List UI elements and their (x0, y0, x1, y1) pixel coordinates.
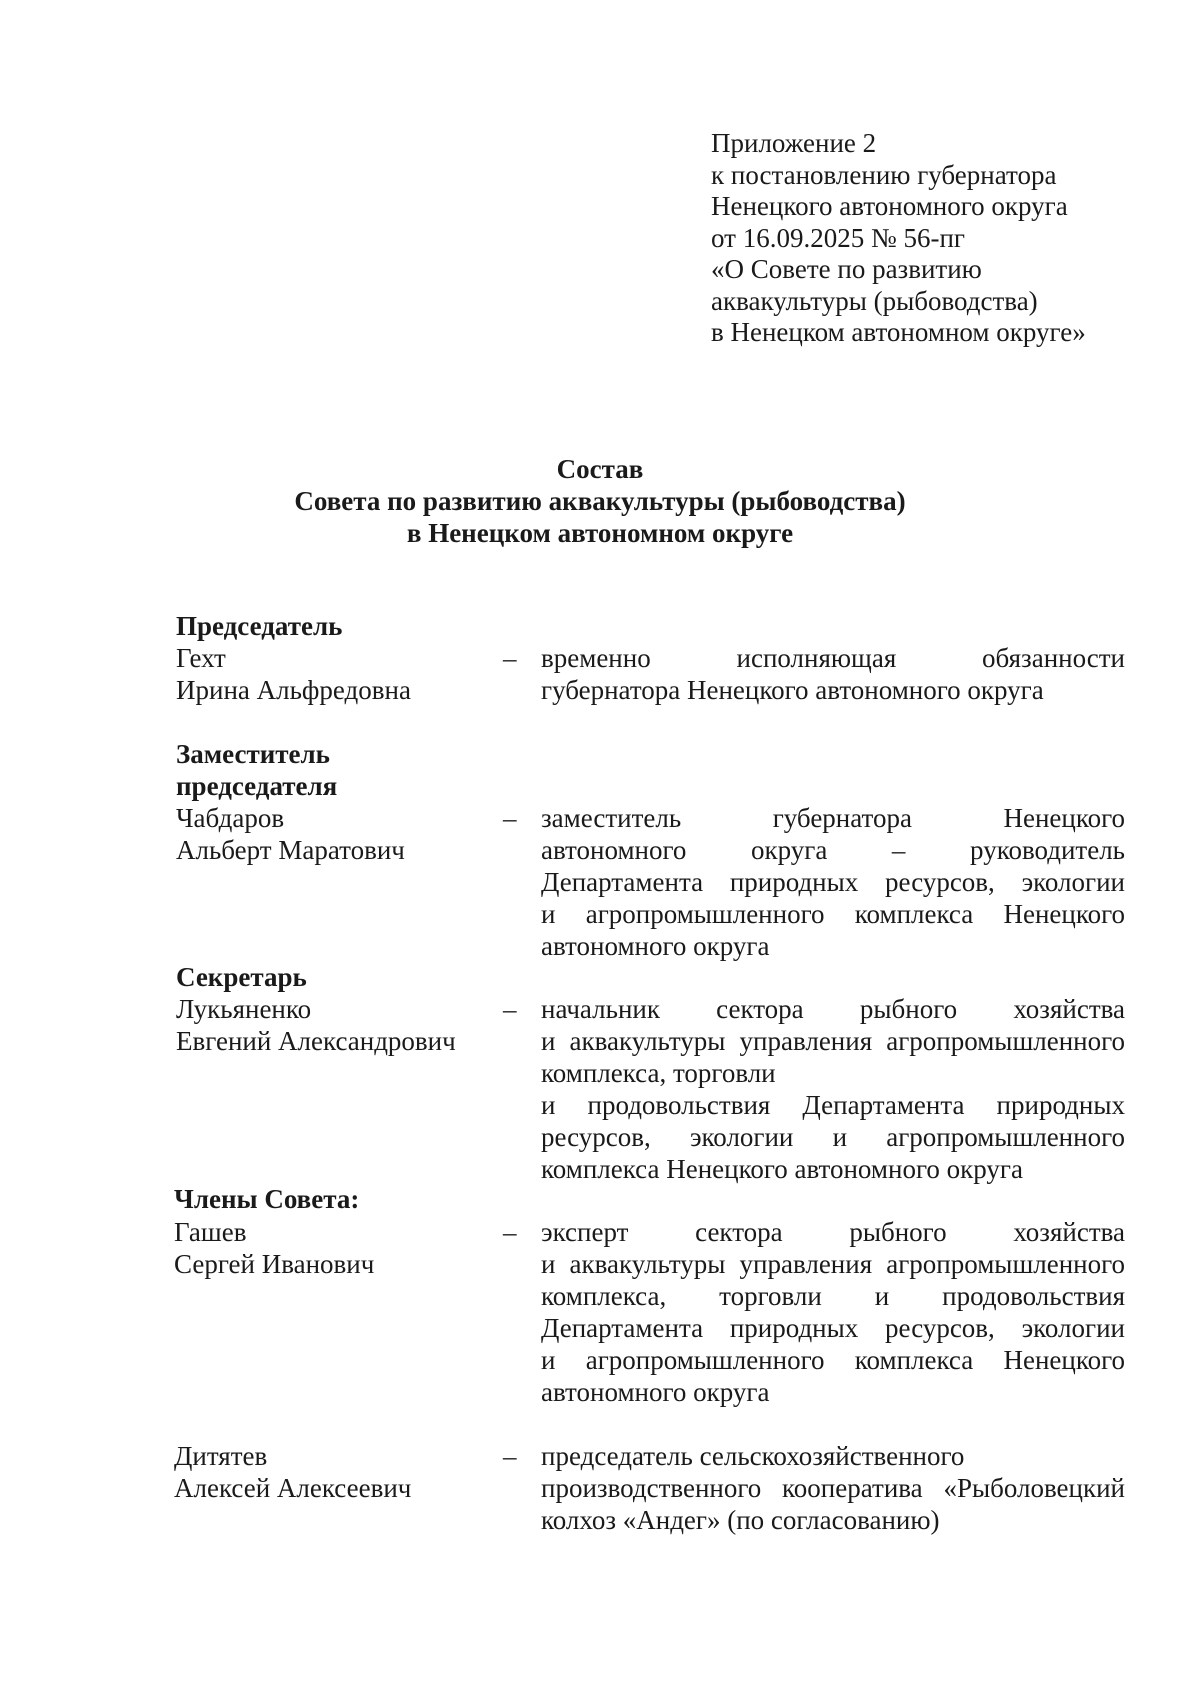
position-line: эксперт сектора рыбного хозяйства (541, 1217, 1125, 1247)
member-surname: Чабдаров (176, 803, 285, 833)
appendix-line: в Ненецком автономном округе» (711, 317, 1086, 347)
dash-separator: – (503, 1441, 517, 1471)
member-surname: Лукьяненко (176, 994, 312, 1024)
position-line: начальник сектора рыбного хозяйства (541, 994, 1125, 1024)
section-title-members: Члены Совета: (174, 1184, 360, 1214)
section-title-chairman: Председатель (176, 611, 343, 641)
appendix-line: Приложение 2 (711, 128, 877, 158)
position-line: временно исполняющая обязанности (541, 643, 1125, 673)
member-surname: Гехт (176, 643, 226, 673)
position-line: автономного округа (541, 1377, 770, 1407)
position-line: Департамента природных ресурсов, экологии (541, 867, 1125, 897)
member-position (541, 1440, 1125, 1536)
member-given-name: Алексей Алексеевич (174, 1473, 412, 1503)
position-line: Департамента природных ресурсов, экологии (541, 1313, 1125, 1343)
position-line: и аквакультуры управления агропромышленного (541, 1026, 1125, 1056)
section-title-deputy-line1: Заместитель (176, 739, 330, 769)
position-line: и продовольствия Департамента природных (541, 1090, 1125, 1120)
member-given-name: Сергей Иванович (174, 1249, 375, 1279)
dash-separator: – (503, 994, 517, 1024)
title-line: Совета по развитию аквакультуры (рыбоводства) (294, 486, 906, 516)
position-line: заместитель губернатора Ненецкого (541, 803, 1125, 833)
dash-separator: – (503, 1217, 517, 1247)
member-given-name: Ирина Альфредовна (176, 675, 411, 705)
title-line: Состав (556, 454, 644, 484)
appendix-line: Ненецкого автономного округа (711, 191, 1068, 221)
appendix-line: к постановлению губернатора (711, 159, 1057, 190)
section-title-deputy-line2: председателя (176, 771, 338, 801)
position-line: автономного округа – руководитель (541, 835, 1125, 865)
member-surname: Дитятев (174, 1441, 268, 1471)
member-position (541, 993, 1125, 1185)
member-position (541, 642, 1125, 706)
position-line: комплекса, торговли и продовольствия (541, 1281, 1125, 1311)
document-title (0, 453, 1200, 549)
appendix-header (711, 128, 1161, 349)
position-line: комплекса Ненецкого автономного округа (541, 1154, 1023, 1184)
dash-separator: – (503, 803, 517, 833)
position-line: ресурсов, экологии и агропромышленного (541, 1122, 1125, 1152)
section-title-secretary: Секретарь (176, 962, 307, 992)
dash-separator: – (503, 643, 517, 673)
position-line: комплекса, торговли (541, 1058, 776, 1088)
member-position (541, 1216, 1125, 1408)
position-line: и аквакультуры управления агропромышленного (541, 1249, 1125, 1279)
position-line: губернатора Ненецкого автономного округа (541, 675, 1044, 705)
position-line: и агропромышленного комплекса Ненецкого (541, 899, 1125, 929)
position-line: производственного кооператива «Рыболовецкий (541, 1473, 1125, 1503)
appendix-line: «О Совете по развитию (711, 254, 982, 284)
member-position (541, 802, 1125, 962)
member-given-name: Евгений Александрович (176, 1026, 456, 1056)
position-line: колхоз «Андег» (по согласованию) (541, 1505, 940, 1535)
position-line: автономного округа (541, 931, 770, 961)
position-line: председатель сельскохозяйственного (541, 1441, 965, 1471)
member-surname: Гашев (174, 1217, 247, 1247)
member-given-name: Альберт Маратович (176, 835, 405, 865)
position-line: и агропромышленного комплекса Ненецкого (541, 1345, 1125, 1375)
title-line: в Ненецком автономном округе (406, 518, 794, 548)
appendix-line: от 16.09.2025 № 56-пг (711, 222, 965, 253)
appendix-line: аквакультуры (рыбоводства) (711, 285, 1038, 316)
